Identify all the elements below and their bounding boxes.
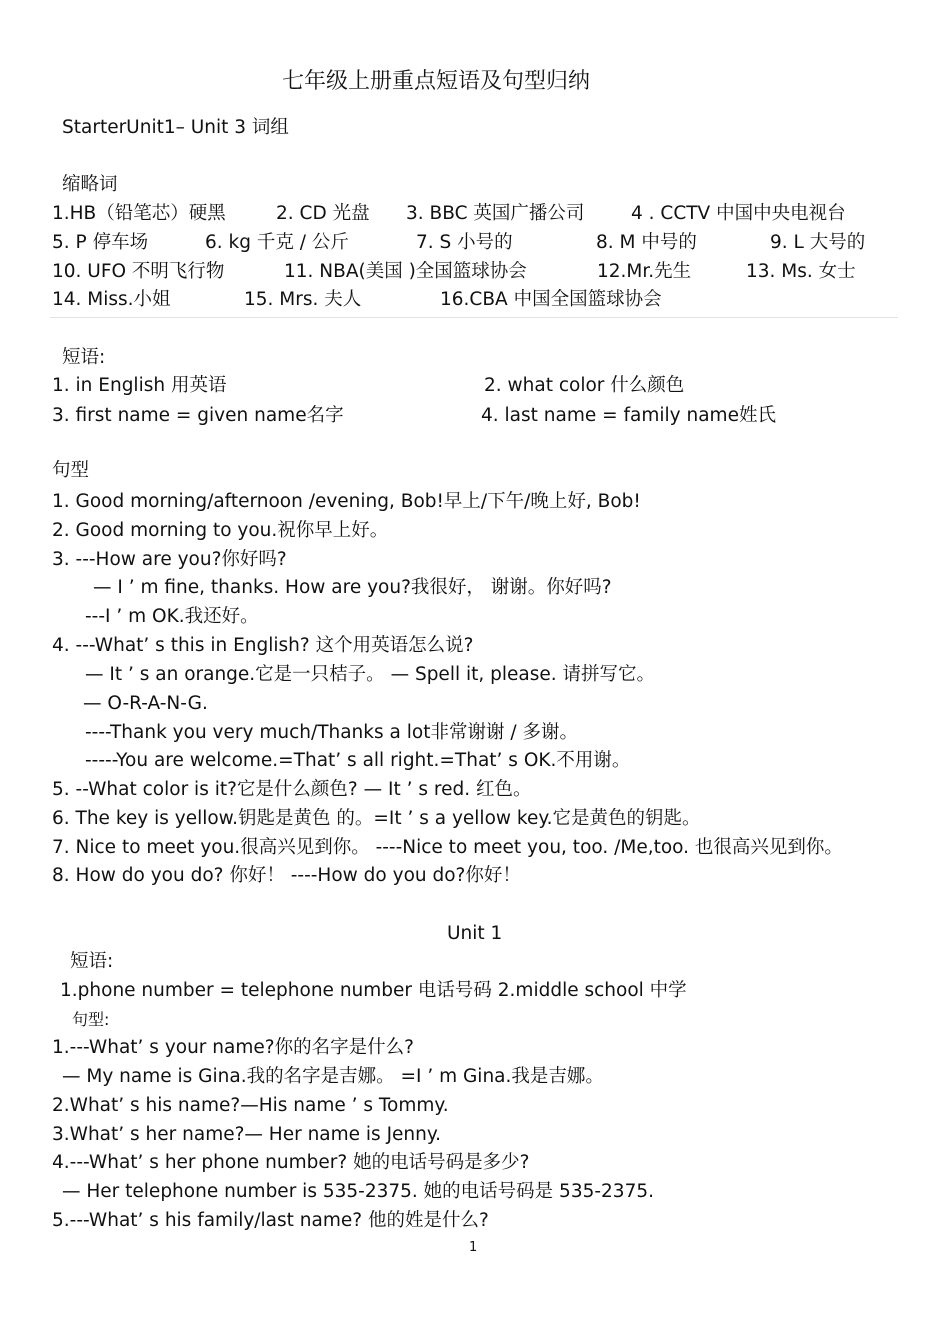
unit1-sentence-line: 1.---What’ s your name?你的名字是什么? [52,1037,414,1058]
page-title: 七年级上册重点短语及句型归纳 [282,69,591,94]
abbr-item: 6. kg 千克 / 公斤 [205,232,349,253]
abbr-item: 3. BBC 英国广播公司 [406,203,585,224]
sentence-line: -----You are welcome.=That’ s all right.=That’ s OK.不用谢。 [85,750,631,771]
unit1-sentence-heading: 句型: [72,1010,110,1029]
page-number: 1 [469,1240,478,1255]
abbr-item: 4 . CCTV 中国中央电视台 [631,203,846,224]
unit1-phrases: 1.phone number = telephone number 电话号码 2.middle school 中学 [60,980,687,1001]
abbr-item: 5. P 停车场 [52,232,149,253]
phrase-heading: 短语: [62,347,106,368]
sentence-line: 5. --What color is it?它是什么颜色? — It ’ s red. 红色。 [52,779,532,800]
abbr-item: 14. Miss.小姐 [52,289,171,310]
abbr-item: 8. M 中号的 [596,232,697,253]
sentence-line: 2. Good morning to you.祝你早上好。 [52,520,389,541]
divider [50,317,898,318]
phrase-item: 1. in English 用英语 [52,375,227,396]
phrase-item: 3. first name = given name名字 [52,405,344,426]
abbr-item: 16.CBA 中国全国篮球协会 [440,289,662,310]
sentence-line: ---I ’ m OK.我还好。 [85,606,259,627]
unit1-sentence-line: 2.What’ s his name?—His name ’ s Tommy. [52,1095,449,1116]
unit1-sentence-line: 5.---What’ s his family/last name? 他的姓是什么? [52,1210,489,1231]
unit1-phrase-heading: 短语: [70,951,114,972]
abbr-heading: 缩略词 [62,174,118,195]
phrase-item: 4. last name = family name姓氏 [481,405,776,426]
unit1-sentence-line: 3.What’ s her name?— Her name is Jenny. [52,1124,442,1145]
sentence-line: 8. How do you do? 你好！ ----How do you do?你好！ [52,865,521,886]
unit1-heading: Unit 1 [447,923,503,944]
sentence-line: — I ’ m fine, thanks. How are you?我很好， 谢谢。你好吗? [93,577,612,598]
unit1-sentence-line: 4.---What’ s her phone number? 她的电话号码是多少? [52,1152,530,1173]
abbr-item: 2. CD 光盘 [276,203,370,224]
abbr-item: 12.Mr.先生 [597,261,692,282]
abbr-item: 9. L 大号的 [770,232,866,253]
abbr-item: 7. S 小号的 [416,232,513,253]
abbr-item: 13. Ms. 女士 [746,261,856,282]
sentence-line: 4. ---What’ s this in English? 这个用英语怎么说? [52,635,474,656]
starter-heading: StarterUnit1– Unit 3 词组 [62,117,289,138]
abbr-item: 15. Mrs. 夫人 [244,289,362,310]
abbr-item: 10. UFO 不明飞行物 [52,261,225,282]
sentence-line: 1. Good morning/afternoon /evening, Bob!早上/下午/晚上好, Bob! [52,491,641,512]
abbr-item: 11. NBA(美国 )全国篮球协会 [284,261,527,282]
phrase-item: 2. what color 什么颜色 [484,375,685,396]
sentence-line: ----Thank you very much/Thanks a lot非常谢谢 / 多谢。 [85,722,578,743]
sentence-line: 6. The key is yellow.钥匙是黄色 的。=It ’ s a yellow key.它是黄色的钥匙。 [52,808,701,829]
unit1-sentence-line: — My name is Gina.我的名字是吉娜。 =I ’ m Gina.我是吉娜。 [62,1066,604,1087]
unit1-sentence-line: — Her telephone number is 535-2375. 她的电话号码是 535-2375. [62,1181,654,1202]
sentence-line: 7. Nice to meet you.很高兴见到你。 ----Nice to meet you, too. /Me,too. 也很高兴见到你。 [52,837,843,858]
sentence-line: — It ’ s an orange.它是一只桔子。 — Spell it, please. 请拼写它。 [85,664,656,685]
sentence-line: 3. ---How are you?你好吗? [52,549,287,570]
abbr-item: 1.HB（铅笔芯）硬黑 [52,203,226,224]
sentence-line: — O-R-A-N-G. [83,693,208,714]
sentence-heading: 句型 [52,460,90,481]
